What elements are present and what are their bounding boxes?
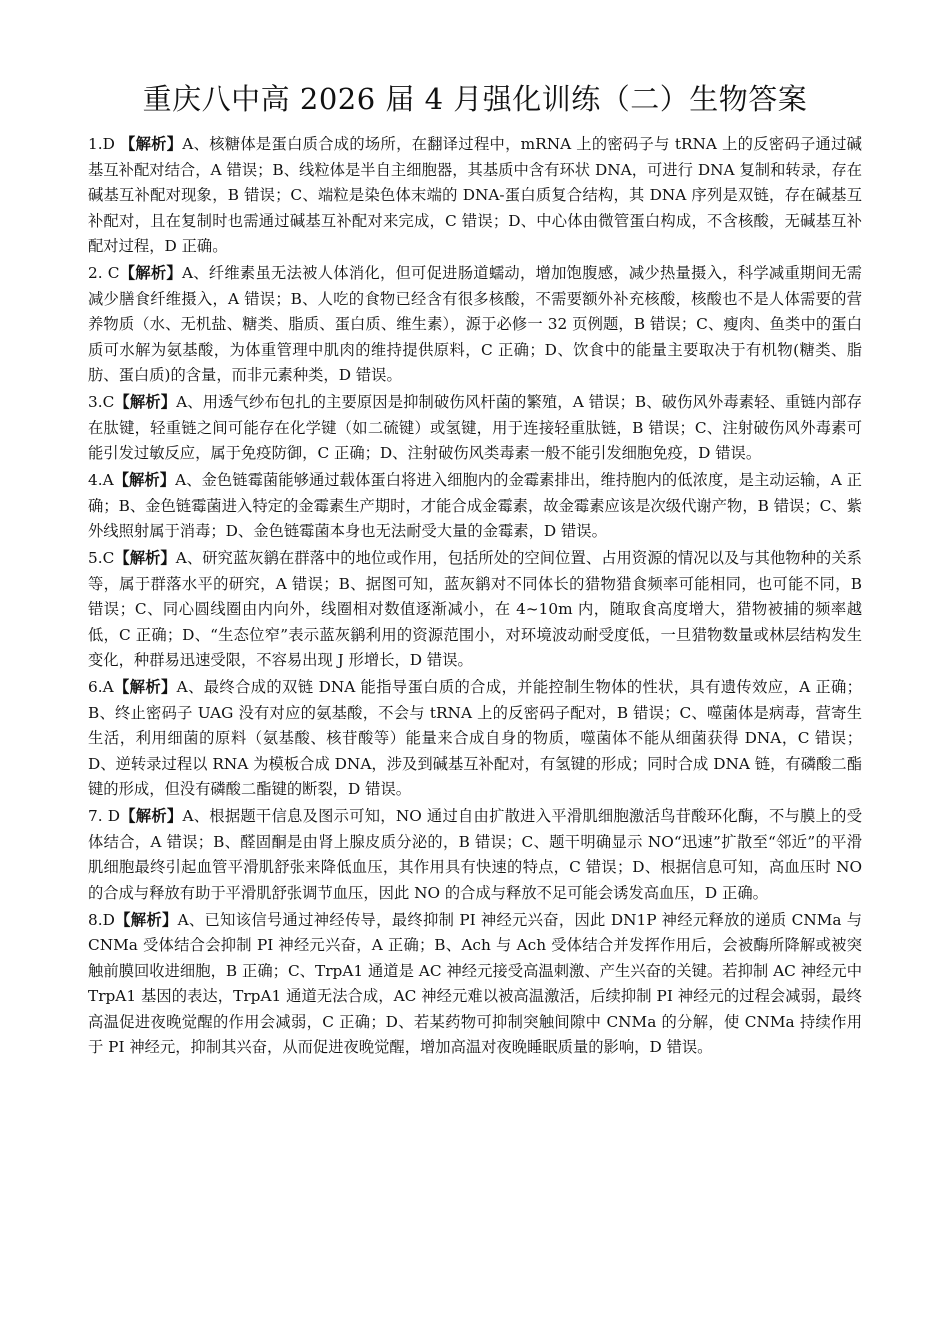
answer-number: 7. D bbox=[88, 807, 120, 825]
analysis-label: 【解析】 bbox=[119, 264, 182, 282]
answer-item bbox=[88, 804, 862, 906]
analysis-text: A、纤维素虽无法被人体消化，但可促进肠道蠕动，增加饱腹感，减少热量摄入，科学减重期间无需减少膳食纤维摄入，A 错误；B、人吃的食物已经含有很多核酸，不需要额外补充核酸，核酸也不是人体需要的营养物质（水、无机盐、糖类、脂质、蛋白质、维生素），源于必修一 32 页例题，B 错误；C、瘦肉、鱼类中的蛋白质可水解为氨基酸，为体重管理中肌肉的维持提供原料，C 正确；D、饮食中的能量主要取决于有机物(糖类、脂肪、蛋白质)的含量，而非元素种类，D 错误。 bbox=[88, 264, 862, 384]
analysis-text: A、核糖体是蛋白质合成的场所，在翻译过程中，mRNA 上的密码子与 tRNA 上的反密码子通过碱基互补配对结合，A 错误；B、线粒体是半自主细胞器，其基质中含有环状 DNA，可进行 DNA 复制和转录，存在碱基互补配对现象，B 错误；C、端粒是染色体末端的 DNA-蛋白质复合结构，其 DNA 序列是双链，存在碱基互补配对，且在复制时也需通过碱基互补配对来完成，C 错误；D、中心体由微管蛋白构成，不含核酸，无碱基互补配对过程，D 正确。 bbox=[88, 135, 862, 255]
analysis-text: A、用透气纱布包扎的主要原因是抑制破伤风杆菌的繁殖，A 错误；B、破伤风外毒素轻、重链内部存在肽键，轻重链之间可能存在化学键（如二硫键）或氢键，用于连接轻重肽链，B 错误；C、注射破伤风外毒素可能引发过敏反应，属于免疫防御，C 正确；D、注射破伤风类毒素一般不能引发细胞免疫，D 错误。 bbox=[88, 393, 862, 462]
answer-list bbox=[88, 132, 862, 1061]
answer-number: 5.C bbox=[88, 549, 115, 567]
answer-number: 8.D bbox=[88, 910, 115, 929]
answer-item bbox=[88, 546, 862, 674]
answer-item bbox=[88, 468, 862, 545]
analysis-text: A、最终合成的双链 DNA 能指导蛋白质的合成，并能控制生物体的性状，具有遗传效应，A 正确；B、终止密码子 UAG 没有对应的氨基酸，不会与 tRNA 上的反密码子配对，B 错误；C、噬菌体是病毒，营寄生生活，利用细菌的原料（氨基酸、核苷酸等）能量来合成自身的物质，噬菌体不能从细菌获得 DNA，C 错误；D、逆转录过程以 RNA 为模板合成 DNA，涉及到碱基互补配对，有氢键的形成；同时合成 DNA 链，有磷酸二酯键的形成，但没有磷酸二酯键的断裂，D 错误。 bbox=[88, 678, 862, 798]
analysis-label: 【解析】 bbox=[114, 393, 177, 411]
answer-number: 1.D bbox=[88, 135, 120, 153]
answer-item bbox=[88, 261, 862, 389]
answer-item bbox=[88, 390, 862, 467]
analysis-text: A、金色链霉菌能够通过载体蛋白将进入细胞内的金霉素排出，维持胞内的低浓度，是主动运输，A 正确；B、金色链霉菌进入特定的金霉素生产期时，才能合成金霉素，故金霉素应该是次级代谢产物，B 错误；C、紫外线照射属于消毒；D、金色链霉菌本身也无法耐受大量的金霉素，D 错误。 bbox=[88, 471, 862, 540]
analysis-label: 【解析】 bbox=[119, 807, 183, 825]
analysis-text: A、已知该信号通过神经传导，最终抑制 PI 神经元兴奋，因此 DN1P 神经元释放的递质 CNMa 与 CNMa 受体结合会抑制 PI 神经元兴奋，A 正确；B、Ach 与 Ach 受体结合并发挥作用后，会被酶所降解或被突触前膜回收进细胞，B 正确；C、TrpA1 通道是 AC 神经元接受高温刺激、产生兴奋的关键。若抑制 AC 神经元中 TrpA1 基因的表达，TrpA1 通道无法合成，AC 神经元难以被高温激活，后续抑制 PI 神经元的过程会减弱，最终高温促进夜晚觉醒的作用会减弱，C 正确；D、若某药物可抑制突触间隙中 CNMa 的分解，使 CNMa 持续作用于 PI 神经元，抑制其兴奋，从而促进夜晚觉醒，增加高温对夜晚睡眠质量的影响，D 错误。 bbox=[88, 910, 862, 1056]
analysis-label: 【解析】 bbox=[113, 678, 177, 696]
answer-number: 4.A bbox=[88, 471, 114, 489]
answer-number: 2. C bbox=[88, 264, 120, 282]
answer-number: 3.C bbox=[88, 393, 115, 411]
page-title: 重庆八中高 2026 届 4 月强化训练（二）生物答案 bbox=[142, 82, 808, 116]
analysis-text: A、根据题干信息及图示可知，NO 通过自由扩散进入平滑肌细胞激活鸟苷酸环化酶，不与膜上的受体结合，A 错误；B、醛固酮是由肾上腺皮质分泌的，B 错误；C、题干明确显示 NO“迅速”扩散至“邻近”的平滑肌细胞最终引起血管平滑肌舒张来降低血压，其作用具有快速的特点，C 错误；D、根据信息可知，高血压时 NO 的合成与释放有助于平滑肌舒张调节血压，因此 NO 的合成与释放不足可能会诱发高血压，D 正确。 bbox=[88, 807, 862, 902]
answer-item bbox=[88, 908, 862, 1061]
answer-item bbox=[88, 675, 862, 803]
analysis-label: 【解析】 bbox=[114, 910, 178, 929]
answer-item bbox=[88, 132, 862, 260]
analysis-text: A、研究蓝灰鹟在群落中的地位或作用，包括所处的空间位置、占用资源的情况以及与其他物种的关系等，属于群落水平的研究，A 错误；B、据图可知，蓝灰鹟对不同体长的猎物猎食频率可能相同，也可能不同，B 错误；C、同心圆线圈由内向外，线圈相对数值逐渐减小，在 4~10m 内，随取食高度增大，猎物被捕的频率越低，C 正确；D、“生态位窄”表示蓝灰鹟利用的资源范围小，对环境波动耐受度低，一旦猎物数量或林层结构发生变化，种群易迅速受限，不容易出现 J 形增长，D 错误。 bbox=[88, 549, 862, 669]
answer-number: 6.A bbox=[88, 678, 114, 696]
analysis-label: 【解析】 bbox=[120, 135, 183, 153]
analysis-label: 【解析】 bbox=[114, 549, 176, 567]
analysis-label: 【解析】 bbox=[113, 471, 176, 489]
